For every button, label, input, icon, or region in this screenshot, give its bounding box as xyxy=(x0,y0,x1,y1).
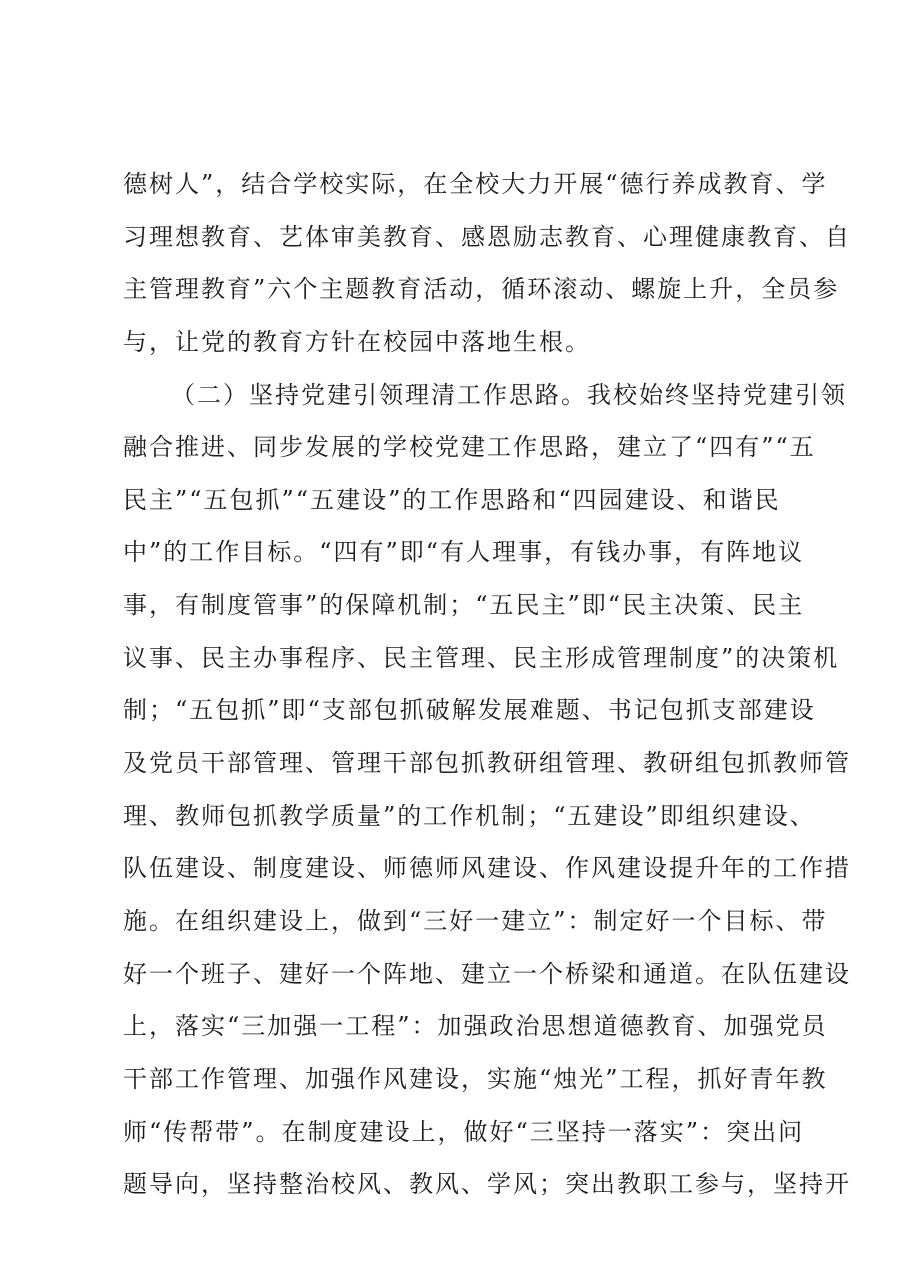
text-line: 及党员干部管理、管理干部包抓教研组管理、教研组包抓教师管 xyxy=(123,749,851,778)
text-line: 师“传帮带”。在制度建设上，做好“三坚持一落实”：突出问 xyxy=(123,1117,805,1146)
text-line: 习理想教育、艺体审美教育、感恩励志教育、心理健康教育、自 xyxy=(123,222,851,251)
text-line: 队伍建设、制度建设、师德师风建设、作风建设提升年的工作措 xyxy=(123,854,851,883)
text-line: 题导向，坚持整治校风、教风、学风；突出教职工参与，坚持开 xyxy=(123,1170,851,1199)
text-line: 议事、民主办事程序、民主管理、民主形成管理制度”的决策机 xyxy=(123,643,840,672)
text-line: 事，有制度管事”的保障机制；“五民主”即“民主决策、民主 xyxy=(123,591,805,620)
text-line: 民主”“五包抓”“五建设”的工作思路和“四园建设、和谐民 xyxy=(123,485,781,514)
section-heading-line: （二）坚持党建引领理清工作思路。我校始终坚持党建引领 xyxy=(171,380,847,409)
body-text xyxy=(0,164,909,1217)
text-line: 干部工作管理、加强作风建设，实施“烛光”工程，抓好青年教 xyxy=(123,1064,828,1093)
text-line: 制；“五包抓”即“支部包抓破解发展难题、书记包抓支部建设 xyxy=(123,696,816,725)
text-line: 主管理教育”六个主题教育活动，循环滚动、螺旋上升，全员参 xyxy=(123,275,840,304)
text-line: 好一个班子、建好一个阵地、建立一个桥梁和通道。在队伍建设 xyxy=(123,959,851,988)
text-line: 理、教师包抓教学质量”的工作机制；“五建设”即组织建设、 xyxy=(123,801,816,830)
text-line: 上，落实“三加强一工程”：加强政治思想道德教育、加强党员 xyxy=(123,1012,828,1041)
text-line: 施。在组织建设上，做到“三好一建立”：制定好一个目标、带 xyxy=(123,906,828,935)
text-line: 融合推进、同步发展的学校党建工作思路，建立了“四有”“五 xyxy=(123,433,816,462)
text-line: 与，让党的教育方针在校园中落地生根。 xyxy=(123,327,591,356)
text-line: 中”的工作目标。“四有”即“有人理事，有钱办事，有阵地议 xyxy=(123,538,805,567)
text-line: 德树人”，结合学校实际，在全校大力开展“德行养成教育、学 xyxy=(123,170,828,198)
